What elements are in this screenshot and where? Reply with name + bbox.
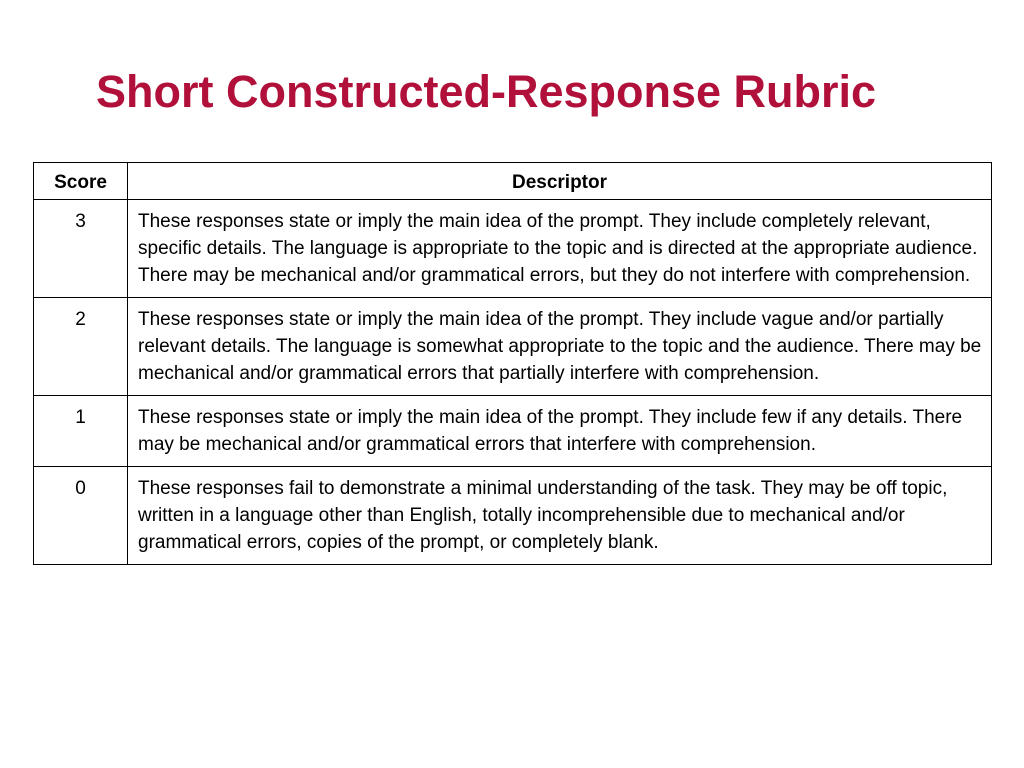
descriptor-cell: These responses state or imply the main idea of the prompt. They include completely relevant, specific details. The language is appropriate to the topic and is directed at the appropriate audience. There may be mechanical and/or grammatical errors, but they do not interfere with comprehension.: [128, 200, 992, 298]
descriptor-column-header: Descriptor: [128, 163, 992, 200]
table-row: [34, 396, 992, 467]
rubric-table: [33, 162, 992, 565]
descriptor-cell: These responses fail to demonstrate a minimal understanding of the task. They may be off topic, written in a language other than English, totally incomprehensible due to mechanical and/or grammatical errors, copies of the prompt, or completely blank.: [128, 467, 992, 565]
slide-title: Short Constructed-Response Rubric: [96, 66, 877, 117]
table-row: [34, 200, 992, 298]
descriptor-cell: These responses state or imply the main idea of the prompt. They include few if any details. There may be mechanical and/or grammatical errors that interfere with comprehension.: [128, 396, 992, 467]
score-cell: 1: [34, 396, 128, 467]
table-row: [34, 467, 992, 565]
descriptor-cell: These responses state or imply the main idea of the prompt. They include vague and/or partially relevant details. The language is somewhat appropriate to the topic and the audience. There may be mechanical and/or grammatical errors that partially interfere with comprehension.: [128, 298, 992, 396]
score-column-header: Score: [34, 163, 128, 200]
table-header-row: [34, 163, 992, 200]
score-cell: 0: [34, 467, 128, 565]
score-cell: 2: [34, 298, 128, 396]
score-cell: 3: [34, 200, 128, 298]
table-row: [34, 298, 992, 396]
